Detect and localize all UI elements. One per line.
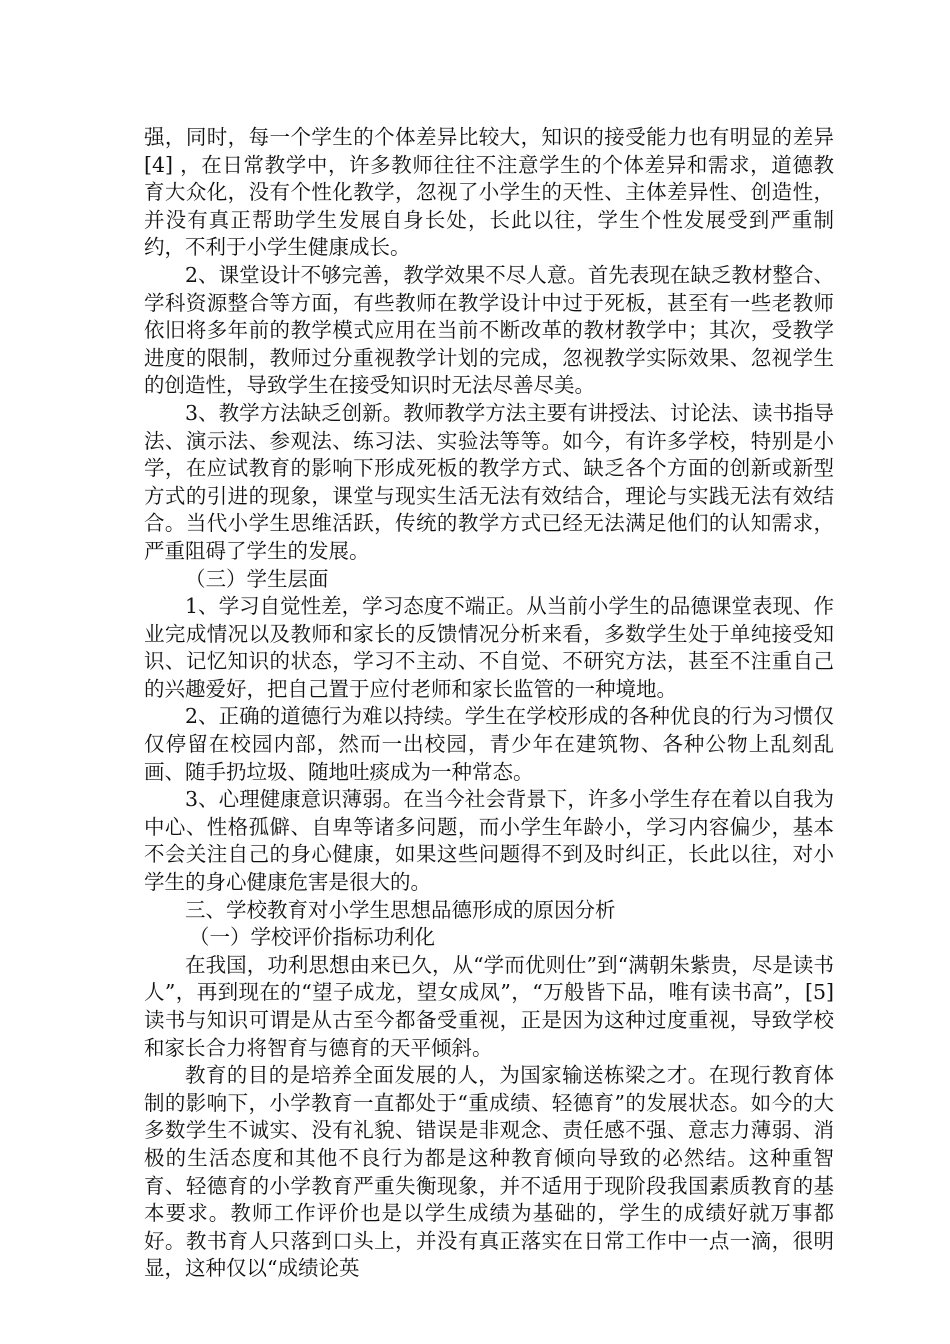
paragraph-continued: 强，同时，每一个学生的个体差异比较大，知识的接受能力也有明显的差异 [4] ，在日常教学中，许多教师往往不注意学生的个体差异和需求，道德教育大众化，没有个性化教学，忽视了小学生的天性、主体差异性、创造性，并没有真正帮助学生发展自身长处，长此以往，学生个性发展受到严重制约，不利于小学生健康成长。 <box>144 125 834 260</box>
document-body <box>144 124 834 1283</box>
paragraph-moral-behavior: 2、正确的道德行为难以持续。学生在学校形成的各种优良的行为习惯仅仅停留在校园内部，然而一出校园，青少年在建筑物、各种公物上乱刻乱画、随手扔垃圾、随地吐痰成为一种常态。 <box>144 704 834 784</box>
paragraph-learning-consciousness: 1、学习自觉性差，学习态度不端正。从当前小学生的品德课堂表现、作业完成情况以及教师和家长的反馈情况分析来看，多数学生处于单纯接受知识、记忆知识的状态，学习不主动、不自觉、不研究方法，甚至不注重自己的兴趣爱好，把自己置于应付老师和家长监管的一种境地。 <box>144 594 834 701</box>
paragraph-education-purpose: 教育的目的是培养全面发展的人，为国家输送栋梁之才。在现行教育体制的影响下，小学教育一直都处于“重成绩、轻德育”的发展状态。如今的大多数学生不诚实、没有礼貌、错误是非观念、责任感不强、意志力薄弱、消极的生活态度和其他不良行为都是这种教育倾向导致的必然结。这种重智育、轻德育的小学教育严重失衡现象，并不适用于现阶段我国素质教育的基本要求。教师工作评价也是以学生成绩为基础的，学生的成绩好就万事都好。教书育人只落到口头上，并没有真正落实在日常工作中一点一滴，很明显，这种仅以“成绩论英 <box>144 1063 834 1281</box>
subsection-heading-evaluation: （一）学校评价指标功利化 <box>189 925 435 950</box>
paragraph-classroom-design: 2、课堂设计不够完善，教学效果不尽人意。首先表现在缺乏教材整合、学科资源整合等方面，有些教师在教学设计中过于死板，甚至有一些老教师依旧将多年前的教学模式应用在当前不断改革的教材教学中；其次，受教学进度的限制，教师过分重视教学计划的完成，忽视教学实际效果、忽视学生的创造性，导致学生在接受知识时无法尽善尽美。 <box>144 262 834 398</box>
paragraph-mental-health: 3、心理健康意识薄弱。在当今社会背景下，许多小学生存在着以自我为中心、性格孤僻、自卑等诸多问题，而小学生年龄小，学习内容偏少，基本不会关注自己的身心健康，如果这些问题得不到及时纠正，长此以往，对小学生的身心健康危害是很大的。 <box>144 787 834 895</box>
section-heading-cause-analysis: 三、学校教育对小学生思想品德形成的原因分析 <box>185 897 616 922</box>
paragraph-teaching-methods: 3、教学方法缺乏创新。教师教学方法主要有讲授法、讨论法、读书指导法、演示法、参观法、练习法、实验法等等。如今，有许多学校，特别是小学，在应试教育的影响下形成死板的教学方式、缺乏各个方面的创新或新型方式的引进的现象，课堂与现实生活无法有效结合，理论与实践无法有效结合。当代小学生思维活跃，传统的教学方式已经无法满足他们的认知需求，严重阻碍了学生的发展。 <box>144 400 834 563</box>
paragraph-utilitarian-thought: 在我国，功利思想由来已久，从“学而优则仕”到“满朝朱紫贵，尽是读书人”，再到现在的“望子成龙，望女成凤”，“万般皆下品，唯有读书高”，[5]读书与知识可谓是从古至今都备受重视，正是因为这种过度重视，导致学校和家长合力将智育与德育的天平倾斜。 <box>144 952 834 1060</box>
section-heading-student-level: （三）学生层面 <box>185 566 329 591</box>
